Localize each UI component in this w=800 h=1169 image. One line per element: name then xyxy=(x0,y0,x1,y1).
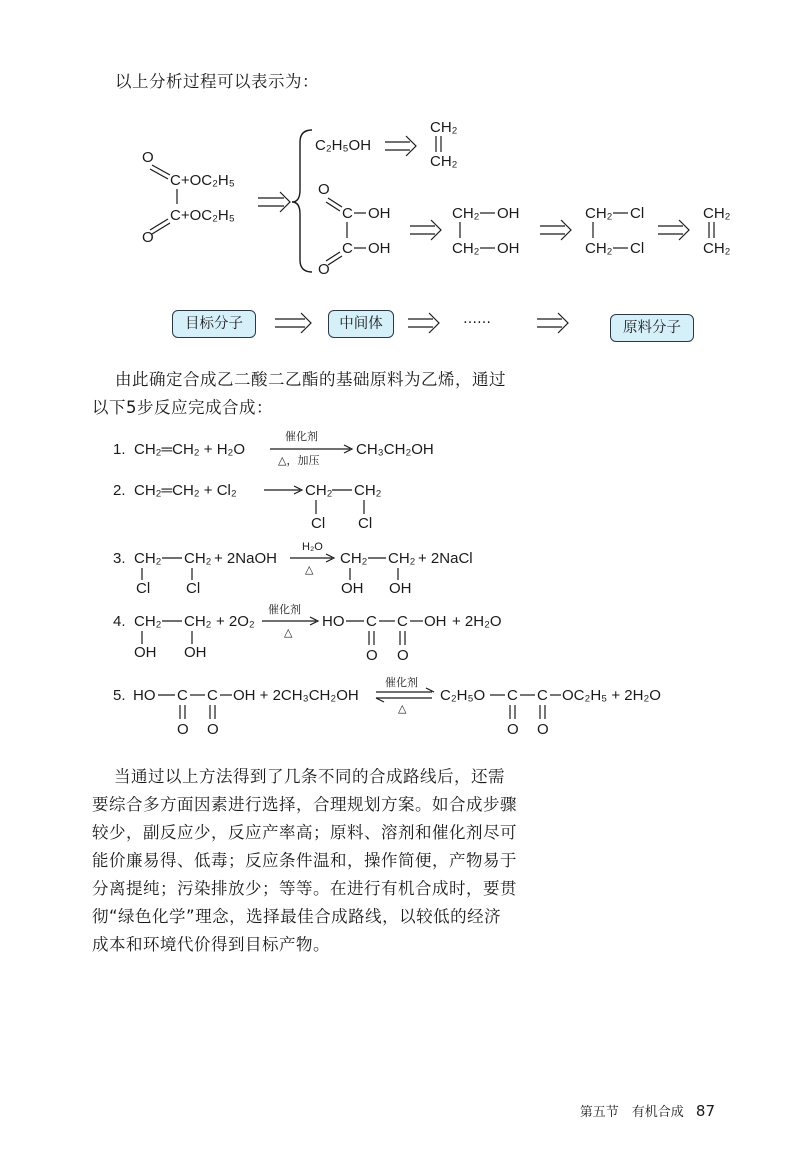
svg-text:催化剂: 催化剂 xyxy=(285,431,318,443)
svg-text:催化剂: 催化剂 xyxy=(268,604,301,616)
svg-text:CH₂═CH₂ + Cl₂: CH₂═CH₂ + Cl₂ xyxy=(134,482,237,499)
svg-text:CH₃CH₂OH: CH₃CH₂OH xyxy=(356,441,434,458)
flow-target-box: 目标分子 xyxy=(172,310,256,338)
svg-text:CH₂: CH₂ xyxy=(354,482,382,499)
svg-text:OH: OH xyxy=(184,644,207,661)
svg-text:Cl: Cl xyxy=(136,580,151,597)
dichloride-ch2-2: CH₂ xyxy=(585,240,613,257)
svg-text:CH₂: CH₂ xyxy=(134,613,162,630)
glycol-ch2-2: CH₂ xyxy=(452,240,480,257)
branch-brace xyxy=(292,130,312,272)
target-o-bottom: O xyxy=(142,229,154,246)
reaction-3 xyxy=(113,541,473,597)
reaction-4 xyxy=(113,602,502,664)
branch1-ethylene-bottom: CH₂ xyxy=(430,153,458,170)
svg-text:OH: OH xyxy=(389,580,412,597)
svg-text:CH₂: CH₂ xyxy=(305,482,333,499)
svg-text:HO: HO xyxy=(322,613,345,630)
svg-text:H₂O: H₂O xyxy=(302,541,323,553)
svg-text:O: O xyxy=(207,721,219,738)
svg-text:O: O xyxy=(177,721,189,738)
para2-line2: 要综合多方面因素进行选择，合理规划方案。如合成步骤 xyxy=(92,795,517,814)
oxalic-o-bottom: O xyxy=(318,261,330,278)
svg-text:Cl: Cl xyxy=(358,515,373,532)
svg-text:△: △ xyxy=(398,703,407,715)
oxalic-o-top: O xyxy=(318,181,330,198)
svg-text:CH₂: CH₂ xyxy=(388,550,416,567)
ethylene-top: CH₂ xyxy=(703,205,731,222)
svg-text:OC₂H₅ + 2H₂O: OC₂H₅ + 2H₂O xyxy=(562,687,661,704)
intro-text: 以上分析过程可以表示为： xyxy=(115,72,319,91)
svg-text:2.: 2. xyxy=(113,482,126,499)
svg-text:C: C xyxy=(507,687,518,704)
svg-text:CH₂: CH₂ xyxy=(340,550,368,567)
svg-text:CH₂═CH₂ + H₂O: CH₂═CH₂ + H₂O xyxy=(134,441,246,458)
svg-text:OH: OH xyxy=(341,580,364,597)
page-number: 87 xyxy=(695,1102,715,1120)
svg-text:C: C xyxy=(177,687,188,704)
page-footer xyxy=(580,1101,715,1120)
para1-line2: 以下5步反应完成合成： xyxy=(92,398,273,417)
svg-text:4.: 4. xyxy=(113,613,126,630)
ethylene-bottom: CH₂ xyxy=(703,240,731,257)
oxalic-oh2: OH xyxy=(368,240,391,257)
svg-text:+ 2NaOH: + 2NaOH xyxy=(214,550,277,567)
svg-text:CH₂: CH₂ xyxy=(184,613,212,630)
glycol-ch2-1: CH₂ xyxy=(452,205,480,222)
svg-text:C₂H₅O: C₂H₅O xyxy=(440,687,486,704)
retro-arrow-b2-1 xyxy=(410,220,441,240)
target-c1-group: C+OC₂H₅ xyxy=(170,172,235,189)
svg-text:Cl: Cl xyxy=(311,515,326,532)
svg-text:+ 2H₂O: + 2H₂O xyxy=(452,613,502,630)
svg-text:O: O xyxy=(366,647,378,664)
svg-text:O: O xyxy=(537,721,549,738)
retro-arrow-b1 xyxy=(385,136,416,156)
svg-text:OH: OH xyxy=(134,644,157,661)
reaction-2 xyxy=(113,482,382,532)
retro-arrow-b2-3 xyxy=(658,220,689,240)
retro-arrow-b2-2 xyxy=(540,220,571,240)
para2-line3: 较少，副反应少，反应产率高；原料、溶剂和催化剂尽可 xyxy=(92,823,517,842)
flow-raw-box: 原料分子 xyxy=(610,314,694,342)
dichloride-cl2: Cl xyxy=(630,240,645,257)
reaction-5 xyxy=(113,675,661,738)
svg-text:△: △ xyxy=(305,564,314,576)
branch1-ethylene-top: CH₂ xyxy=(430,119,458,136)
svg-text:HO: HO xyxy=(133,687,156,704)
oxalic-c1: C xyxy=(342,205,353,222)
flow-dots: …… xyxy=(463,311,491,327)
para1-line1: 由此确定合成乙二酸二乙酯的基础原料为乙烯，通过 xyxy=(115,370,506,389)
svg-text:3.: 3. xyxy=(113,550,126,567)
oxalic-oh1: OH xyxy=(368,205,391,222)
svg-text:C: C xyxy=(537,687,548,704)
glycol-oh1: OH xyxy=(497,205,520,222)
svg-text:5.: 5. xyxy=(113,687,126,704)
svg-text:催化剂: 催化剂 xyxy=(385,677,418,689)
svg-text:C: C xyxy=(366,613,377,630)
footer-section: 第五节 有机合成 xyxy=(579,1105,684,1120)
branch1-ethanol: C₂H₅OH xyxy=(315,137,372,154)
svg-text:OH + 2CH₃CH₂OH: OH + 2CH₃CH₂OH xyxy=(233,687,359,704)
svg-text:+ 2O₂: + 2O₂ xyxy=(216,613,255,630)
retro-arrow-main xyxy=(258,192,290,212)
svg-text:C: C xyxy=(397,613,408,630)
svg-text:CH₂: CH₂ xyxy=(134,550,162,567)
oxalic-c2: C xyxy=(342,240,353,257)
para2-line6: 彻“绿色化学”理念，选择最佳合成路线，以较低的经济 xyxy=(92,907,502,926)
para2-line7: 成本和环境代价得到目标产物。 xyxy=(92,935,330,954)
svg-text:C: C xyxy=(207,687,218,704)
target-o-top: O xyxy=(142,149,154,166)
target-c2-group: C+OC₂H₅ xyxy=(170,207,235,224)
dichloride-ch2-1: CH₂ xyxy=(585,205,613,222)
flow-intermediate-box: 中间体 xyxy=(328,310,394,338)
svg-text:O: O xyxy=(397,647,409,664)
svg-text:O: O xyxy=(507,721,519,738)
para2-line5: 分离提纯；污染排放少；等等。在进行有机合成时，要贯 xyxy=(92,879,517,898)
svg-text:+ 2NaCl: + 2NaCl xyxy=(418,550,473,567)
dichloride-cl1: Cl xyxy=(630,205,645,222)
svg-text:1.: 1. xyxy=(113,441,126,458)
para2-line1: 当通过以上方法得到了几条不同的合成路线后，还需 xyxy=(114,767,505,786)
svg-text:OH: OH xyxy=(424,613,447,630)
svg-text:CH₂: CH₂ xyxy=(184,550,212,567)
svg-text:Cl: Cl xyxy=(186,580,201,597)
svg-text:△: △ xyxy=(284,627,293,639)
reaction-list xyxy=(0,420,800,750)
glycol-oh2: OH xyxy=(497,240,520,257)
svg-text:△，加压: △，加压 xyxy=(278,455,320,467)
reaction-1 xyxy=(113,429,434,467)
para2-line4: 能价廉易得、低毒；反应条件温和，操作简便，产物易于 xyxy=(92,851,517,870)
